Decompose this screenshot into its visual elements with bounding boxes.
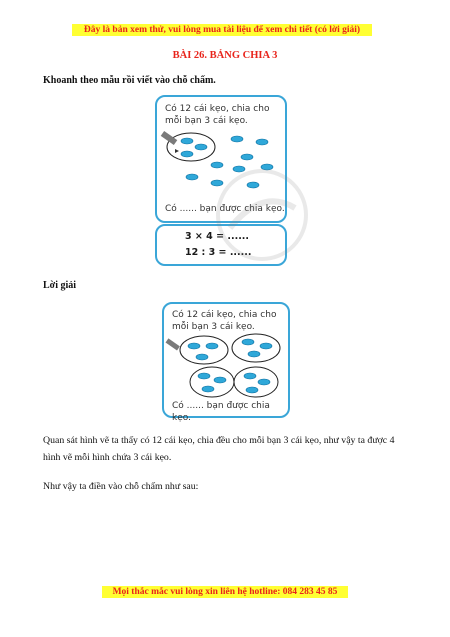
candy-icon (202, 386, 214, 392)
sample-circle (167, 133, 215, 161)
solution-figure-card (162, 302, 290, 423)
figure-text-line2: mỗi bạn 3 cái kẹo. (172, 322, 255, 332)
candy-icon (248, 351, 260, 357)
candy-icon (188, 343, 200, 349)
candy-icon (256, 139, 268, 145)
equation-divide: 12 : 3 = ...... (185, 247, 252, 258)
solution-paragraph: Quan sát hình vẽ ta thấy có 12 cái kẹo, chia đều cho mỗi bạn 3 cái kẹo, như vậy ta được 4 hình vẽ mỗi hình chứa 3 cái kẹo. (43, 435, 395, 463)
candy-icon (246, 387, 258, 393)
figure-text-line1: Có 12 cái kẹo, chia cho (172, 310, 277, 320)
candy-icon (198, 373, 210, 379)
candy-icon (206, 343, 218, 349)
candy-icon (181, 138, 193, 144)
equation-multiply: 3 × 4 = ...... (185, 231, 250, 242)
figure-text-line2: mỗi bạn 3 cái kẹo. (165, 116, 248, 126)
figure-bottom-text: Có ...... bạn được chia kẹo. (165, 204, 285, 214)
candy-icon (258, 379, 270, 385)
figure-bottom-text: Có ...... bạn được chia kẹo. (172, 401, 270, 423)
exercise-instruction: Khoanh theo mẫu rồi viết vào chỗ chấm. (43, 75, 216, 86)
candy-icon (214, 377, 226, 383)
candy-icon (231, 136, 243, 142)
candy-icon (241, 154, 253, 160)
pencil-icon (166, 338, 180, 350)
candy-icon (244, 373, 256, 379)
preview-banner: Đây là bản xem thử, vui lòng mua tài liệu để xem chi tiết (có lời giải) (72, 24, 372, 36)
candy-icon (242, 339, 254, 345)
solved-candy-illustration (164, 332, 288, 400)
solution-paragraph-2: Như vậy ta điền vào chỗ chấm như sau: (43, 481, 199, 492)
pencil-icon (161, 131, 179, 153)
lesson-title: BÀI 26. BẢNG CHIA 3 (172, 50, 278, 61)
hotline-banner: Mọi thắc mắc vui lòng xin liên hệ hotline: 084 283 45 85 (102, 586, 348, 598)
candy-icon (196, 354, 208, 360)
candy-icon (260, 343, 272, 349)
watermark-logo (215, 168, 310, 263)
group-circle (190, 367, 234, 397)
group-circle (232, 334, 280, 362)
solution-heading: Lời giải (43, 280, 77, 291)
candy-icon (186, 174, 198, 180)
candy-icon (181, 151, 193, 157)
figure-text-line1: Có 12 cái kẹo, chia cho (165, 104, 270, 114)
candy-icon (195, 144, 207, 150)
